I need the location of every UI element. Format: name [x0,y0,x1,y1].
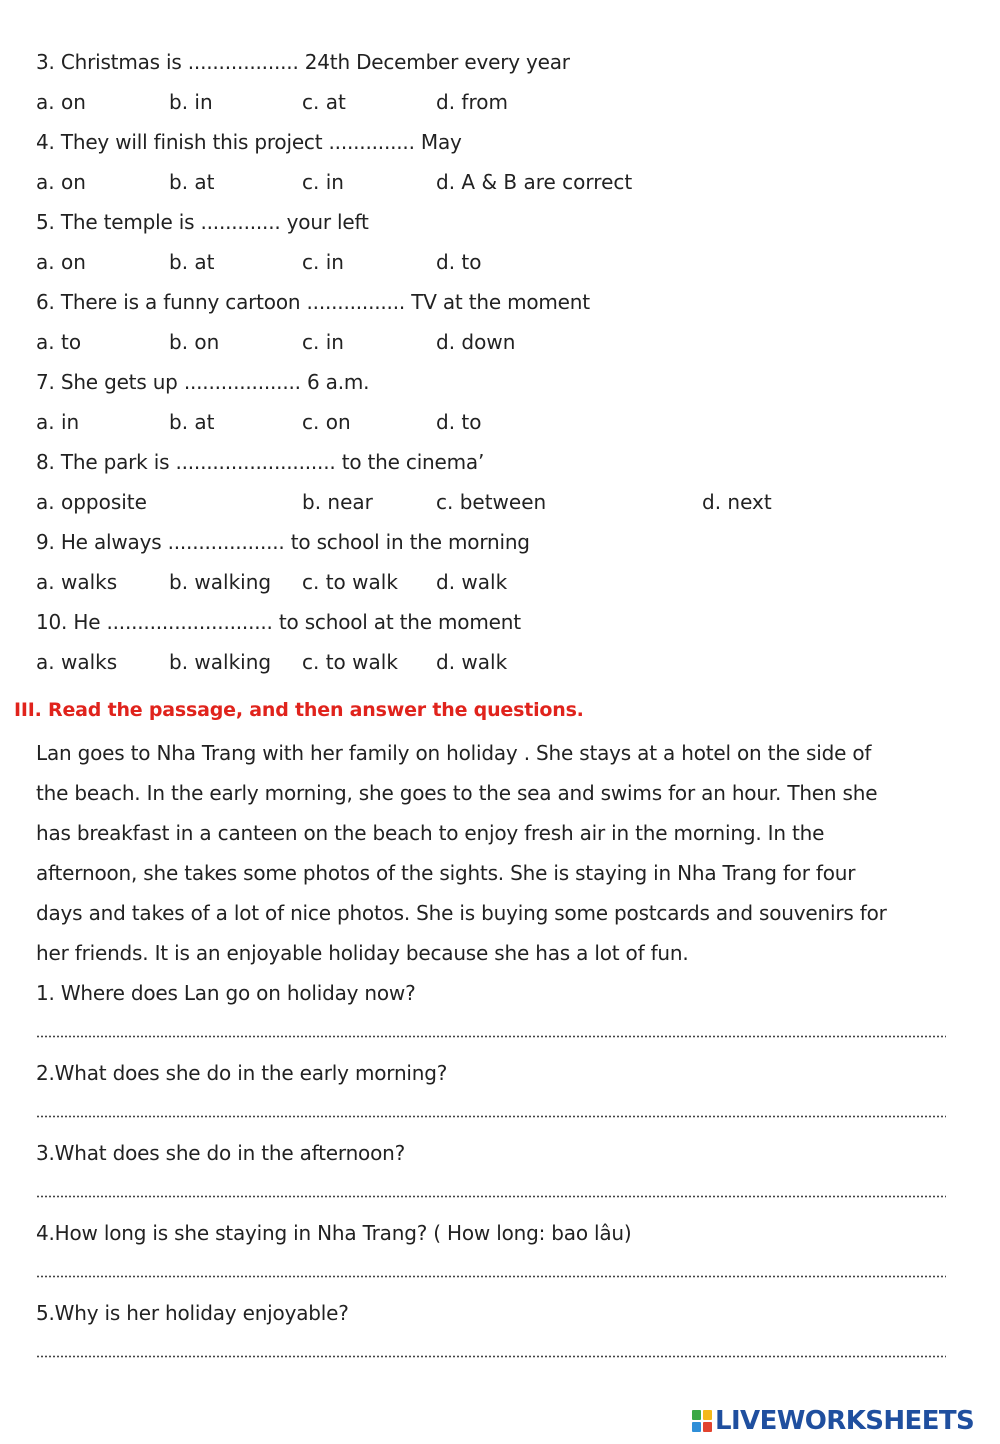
answer-option[interactable]: d. down [436,330,516,354]
answer-option[interactable]: c. in [302,330,344,354]
passage-line: the beach. In the early morning, she goes to the sea and swims for an hour. Then she [36,781,878,805]
answer-option[interactable]: a. to [36,330,82,354]
passage-line: Lan goes to Nha Trang with her family on holiday . She stays at a hotel on the side of [36,741,872,765]
section-heading: III. Read the passage, and then answer the questions. [14,699,584,721]
answer-option[interactable]: d. walk [436,570,508,594]
passage-line: has breakfast in a canteen on the beach to enjoy fresh air in the morning. In the [36,821,825,845]
answer-option[interactable]: b. at [169,170,215,194]
answer-option[interactable]: c. on [302,410,351,434]
answer-line[interactable] [36,1115,946,1118]
answer-line[interactable] [36,1195,946,1198]
passage-line: her friends. It is an enjoyable holiday because she has a lot of fun. [36,941,689,965]
question-stem: 9. He always ................... to school in the morning [36,530,530,554]
question-stem: 7. She gets up ................... 6 a.m. [36,370,370,394]
question-stem: 3. Christmas is .................. 24th December every year [36,50,570,74]
answer-line[interactable] [36,1355,946,1358]
answer-option[interactable]: d. next [702,490,772,514]
question-stem: 8. The park is .......................... to the cinema’ [36,450,485,474]
reading-question: 4.How long is she staying in Nha Trang? ( How long: bao lâu) [36,1221,632,1245]
question-stem: 5. The temple is ............. your left [36,210,369,234]
liveworksheets-logo [692,1404,974,1438]
answer-option[interactable]: b. at [169,410,215,434]
answer-option[interactable]: d. from [436,90,508,114]
answer-option[interactable]: a. on [36,250,86,274]
answer-option[interactable]: c. in [302,250,344,274]
answer-line[interactable] [36,1275,946,1278]
reading-question: 1. Where does Lan go on holiday now? [36,981,416,1005]
logo-mark-icon [692,1410,712,1432]
answer-option[interactable]: c. in [302,170,344,194]
answer-option[interactable]: d. to [436,250,482,274]
answer-option[interactable]: b. in [169,90,213,114]
answer-option[interactable]: a. walks [36,570,118,594]
reading-question: 2.What does she do in the early morning? [36,1061,448,1085]
answer-option[interactable]: b. walking [169,570,272,594]
answer-option[interactable]: b. near [302,490,373,514]
answer-option[interactable]: a. in [36,410,80,434]
question-stem: 6. There is a funny cartoon ................ TV at the moment [36,290,590,314]
answer-option[interactable]: d. walk [436,650,508,674]
logo-text: LIVEWORKSHEETS [715,1406,975,1436]
answer-option[interactable]: b. walking [169,650,272,674]
answer-option[interactable]: c. between [436,490,547,514]
answer-option[interactable]: c. at [302,90,346,114]
question-stem: 10. He ........................... to school at the moment [36,610,521,634]
answer-line[interactable] [36,1035,946,1038]
answer-option[interactable]: a. walks [36,650,118,674]
answer-option[interactable]: a. on [36,170,86,194]
reading-question: 3.What does she do in the afternoon? [36,1141,406,1165]
answer-option[interactable]: a. on [36,90,86,114]
passage-line: afternoon, she takes some photos of the sights. She is staying in Nha Trang for four [36,861,856,885]
answer-option[interactable]: c. to walk [302,650,398,674]
reading-question: 5.Why is her holiday enjoyable? [36,1301,349,1325]
answer-option[interactable]: c. to walk [302,570,398,594]
answer-option[interactable]: b. at [169,250,215,274]
answer-option[interactable]: a. opposite [36,490,147,514]
answer-option[interactable]: b. on [169,330,220,354]
answer-option[interactable]: d. to [436,410,482,434]
answer-option[interactable]: d. A & B are correct [436,170,633,194]
question-stem: 4. They will finish this project .............. May [36,130,462,154]
passage-line: days and takes of a lot of nice photos. She is buying some postcards and souvenirs for [36,901,887,925]
